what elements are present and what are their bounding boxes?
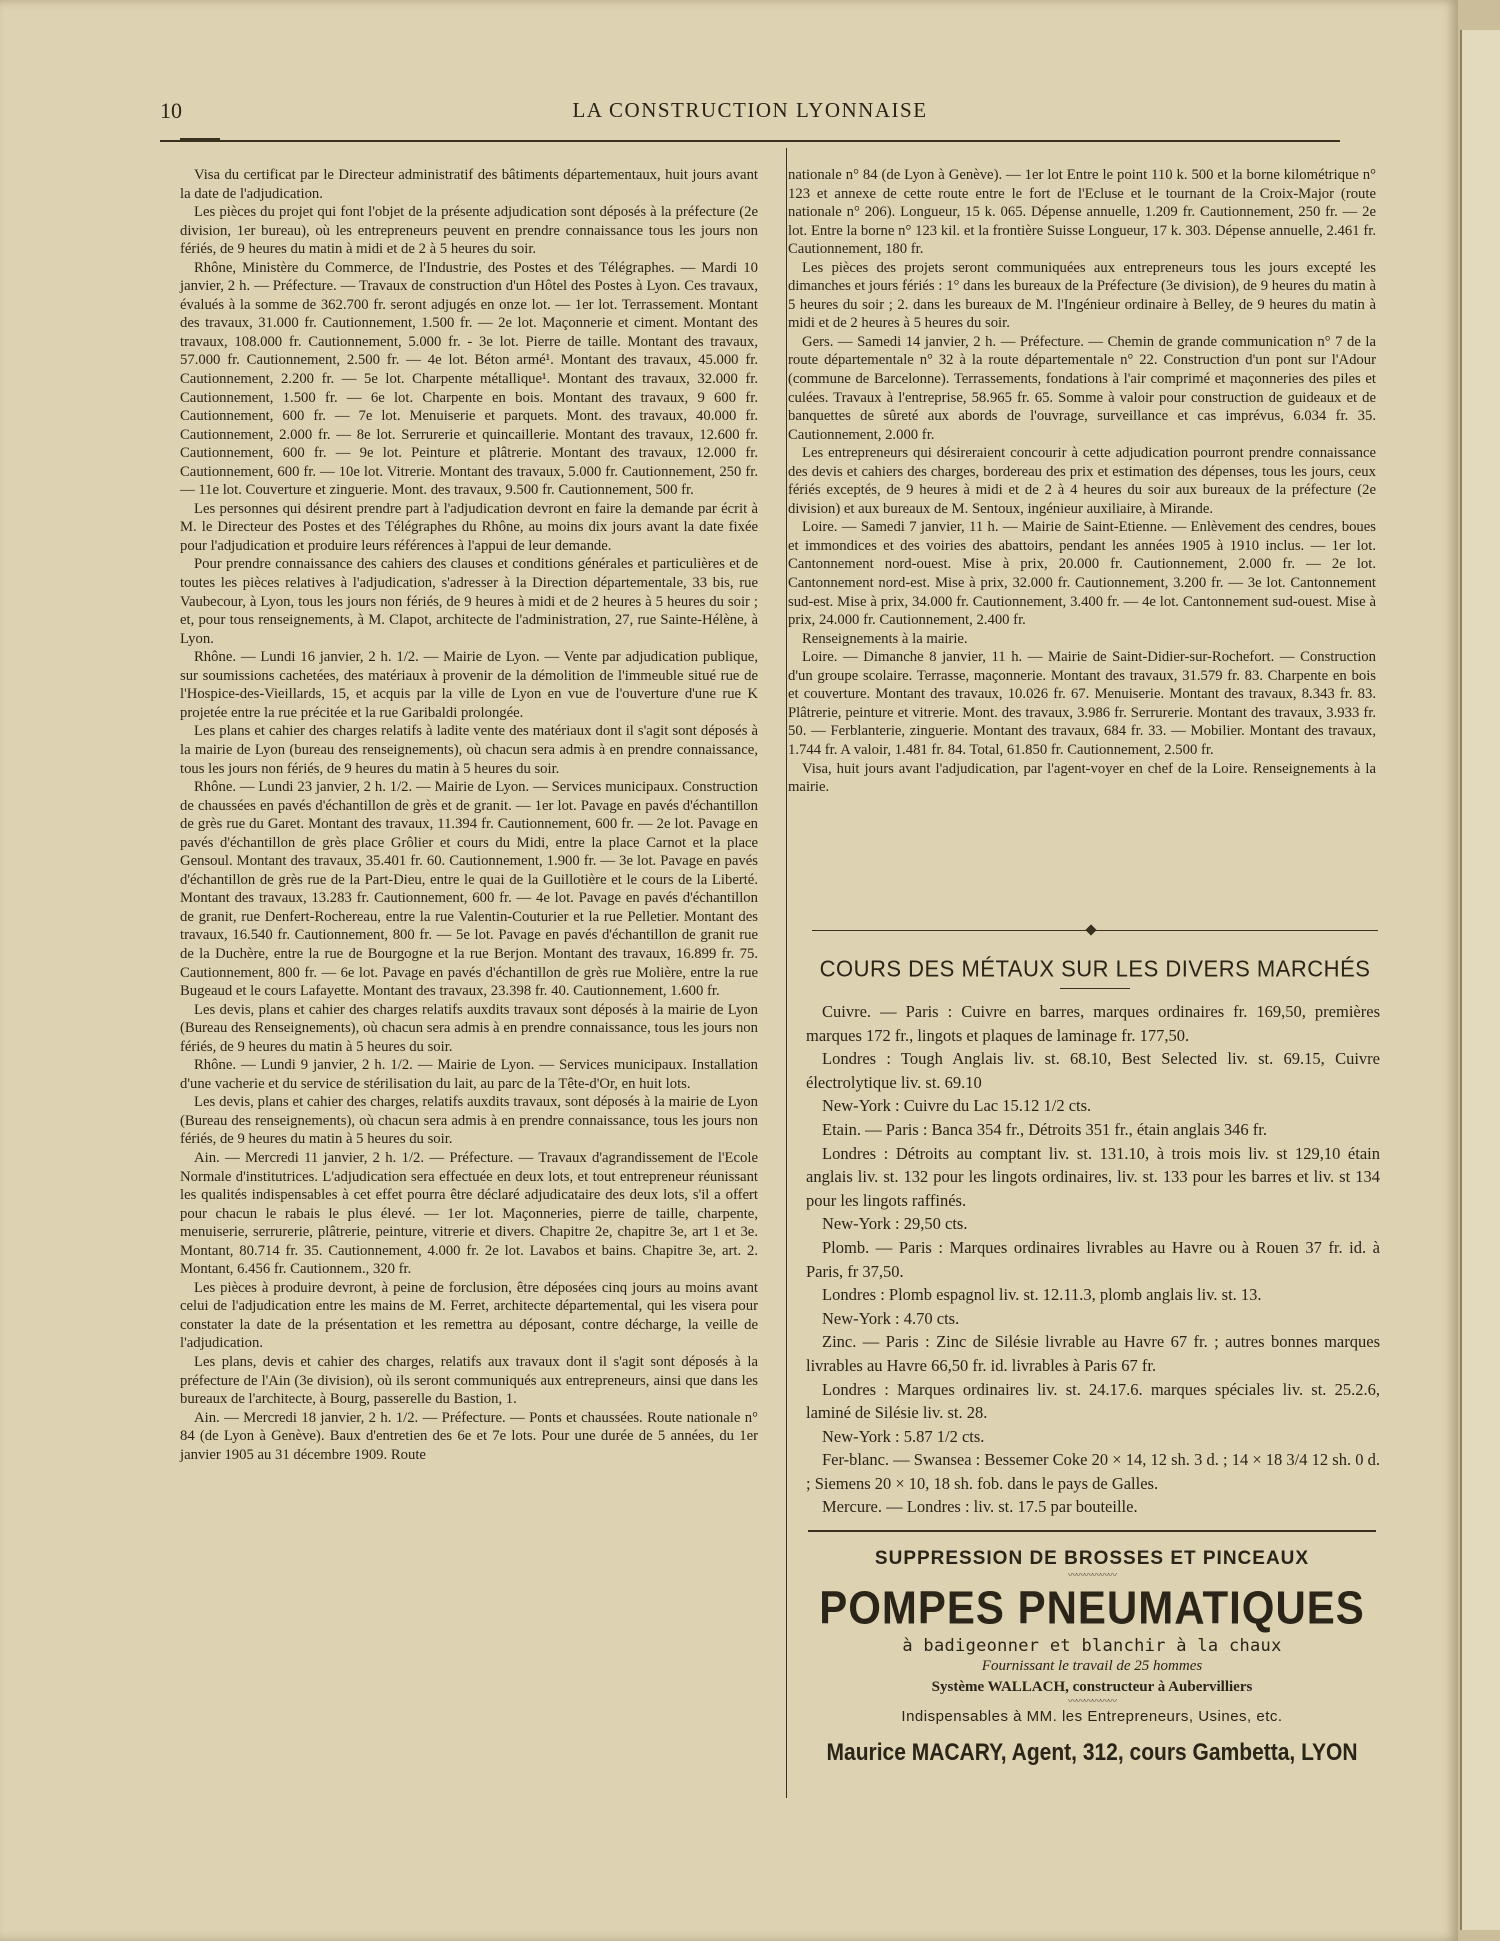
paragraph: Rhône. — Lundi 16 janvier, 2 h. 1/2. — Mairie de Lyon. — Vente par adjudication publique, sur soumissions cachetées, des matériaux à provenir de la démolition de l'immeuble situé rue de l'Hospice-des-Vieillards, 15, et acquis par la ville de Lyon en vue de l'ouverture d'une rue K projetée entre la rue précitée et la rue Garibaldi prolongée. <box>180 649 758 721</box>
ad-agent: Maurice MACARY, Agent, 312, cours Gambetta, LYON <box>826 1739 1358 1766</box>
paragraph: Les pièces du projet qui font l'objet de la présente adjudication sont déposés à la préfecture (2e division, 1er bureau), où les entrepreneurs peuvent en prendre connaissance tous les jours non fériés, de 9 heures du matin à midi et de 2 à 5 heures du soir. <box>180 204 758 258</box>
paragraph: Visa du certificat par le Directeur administratif des bâtiments départementaux, huit jours avant la date de l'adjudication. <box>180 167 758 202</box>
paragraph: Rhône, Ministère du Commerce, de l'Industrie, des Postes et des Télégraphes. — Mardi 10 janvier, 2 h. — Préfecture. — Travaux de construction d'un Hôtel des Postes à Lyon. Ces travaux, évalués à la somme de 362.700 fr. seront adjugés en onze lot. — 1er lot. Terrassement. Montant des travaux, 31.000 fr. Cautionnement, 1.500 fr. — 2e lot. Maçonnerie et ciment. Montant des travaux, 108.000 fr. Cautionnement, 5.000 fr. - 3e lot. Pierre de taille. Montant des travaux, 57.000 fr. Cautionnement, 2.500 fr. — 4e lot. Béton armé¹. Montant des travaux, 45.000 fr. Cautionnement, 2.200 fr. — 5e lot. Charpente métallique¹. Montant des travaux, 32.000 fr. Cautionnement, 1.500 fr. — 6e lot. Charpente en bois. Montant des travaux, 9 600 fr. Cautionnement, 600 fr. — 7e lot. Menuiserie et parquets. Mont. des travaux, 40.000 fr. Cautionnement, 2.000 fr. — 8e lot. Serrurerie et quincaillerie. Montant des travaux, 12.600 fr. Cautionnement, 600 fr. — 9e lot. Peinture et plâtrerie. Montant des travaux, 12.000 fr. Cautionnement, 600 fr. — 10e lot. Vitrerie. Montant des travaux, 5.000 fr. Cautionnement, 250 fr. — 11e lot. Couverture et zinguerie. Mont. des travaux, 9.500 fr. Cautionnement, 500 fr. <box>180 259 758 499</box>
paragraph: Les personnes qui désirent prendre part à l'adjudication devront en faire la demande par écrit à M. le Directeur des Postes et des Télégraphes du Rhône, au moins dix jours avant la date fixée pour l'adjudication et produire leurs références à l'appui de leur demande. <box>180 500 758 554</box>
ad-manufacturer: Système WALLACH, constructeur à Aubervilliers <box>931 1679 1253 1695</box>
paragraph: Les entrepreneurs qui désireraient concourir à cette adjudication pourront prendre connaissance des devis et cahiers des charges, bordereau des prix et estimation des dépenses, tous les jours, ceux fériés exceptés, de 9 heures à midi et de 2 à 4 heures du soir aux bureaux de la préfecture (2e division) et aux bureaux de M. Sentoux, ingénieur auxiliaire, à Mirande. <box>788 445 1376 517</box>
price-line: Fer-blanc. — Swansea : Bessemer Coke 20 × 14, 12 sh. 3 d. ; 14 × 18 3/4 12 sh. 0 d. ; Siemens 20 × 10, 18 sh. fob. dans le pays de Galles. <box>806 1450 1380 1493</box>
price-line: Londres : Marques ordinaires liv. st. 24.17.6. marques spéciales liv. st. 25.2.6, laminé de Silésie liv. st. 28. <box>806 1379 1380 1423</box>
paragraph: Ain. — Mercredi 18 janvier, 2 h. 1/2. — Préfecture. — Ponts et chaussées. Route nationale n° 84 (de Lyon à Genève). Baux d'entretien des 6e et 7e lots. Pour une durée de 5 années, du 1er janvier 1905 au 31 décembre 1909. Route <box>180 1409 758 1463</box>
paragraph: Loire. — Dimanche 8 janvier, 11 h. — Mairie de Saint-Didier-sur-Rochefort. — Construction d'un groupe scolaire. Terrasse, maçonnerie. Montant des travaux, 31.579 fr. 83. Charpente en bois et couverture. Montant des travaux, 10.026 fr. 67. Menuiserie. Montant des travaux, 8.343 fr. 83. Plâtrerie, peinture et vitrerie. Mont. des travaux, 3.986 fr. Serrurerie. Montant des travaux, 3.933 fr. 50. — Ferblanterie, zinguerie. Montant des travaux, 684 fr. 33. — Mobilier. Montant des travaux, 1.744 fr. A valoir, 1.481 fr. 84. Total, 61.850 fr. Cautionnement, 2.500 fr. <box>788 649 1376 758</box>
ad-ornament: 〰〰〰〰〰〰 <box>1067 1570 1116 1580</box>
advertisement-rule <box>808 1530 1376 1532</box>
paragraph: Pour prendre connaissance des cahiers des clauses et conditions générales et particulières et de toutes les pièces relatives à l'adjudication, s'adresser à la Direction départementale, 33 bis, rue Vaubecour, à Lyon, tous les jours non fériés, de 9 heures à midi et de 2 heures à 5 heures du soir ; et, pour tous renseignements, à M. Clapot, architecte de l'administration, 27, rue Sainte-Hélène, à Lyon. <box>180 556 758 647</box>
title-underline <box>1060 988 1130 989</box>
advertisement <box>808 1548 1376 1765</box>
paragraph: Loire. — Samedi 7 janvier, 11 h. — Mairie de Saint-Etienne. — Enlèvement des cendres, boues et immondices et des voiries des abattoirs, pendant les années 1905 à 1910 inclus. — 1er lot. Cantonnement nord-ouest. Mise à prix, 20.000 fr. Cautionnement, 2.000 fr. — 2e lot. Cantonnement nord-est. Mise à prix, 32.000 fr. Cautionnement, 3.200 fr. — 3e lot. Cantonnement sud-est. Mise à prix, 34.000 fr. Cautionnement, 3.400 fr. — 4e lot. Cantonnement sud-ouest. Mise à prix, 24.000 fr. Cautionnement, 2.400 fr. <box>788 519 1376 629</box>
ad-ornament: 〰〰〰〰〰〰 <box>1067 1696 1116 1706</box>
ad-product-name: POMPES PNEUMATIQUES <box>819 1581 1365 1634</box>
paragraph: Rhône. — Lundi 9 janvier, 2 h. 1/2. — Mairie de Lyon. — Services municipaux. Installation d'une vacherie et du service de stérilisation du lait, au parc de la Tête-d'Or, en huit lots. <box>180 1057 758 1092</box>
page-number: 10 <box>160 98 182 123</box>
price-line: Zinc. — Paris : Zinc de Silésie livrable au Havre 67 fr. ; autres bonnes marques livrables au Havre 66,50 fr. id. livrables à Paris 67 fr. <box>806 1332 1380 1375</box>
paragraph: Les plans et cahier des charges relatifs à ladite vente des matériaux dont il s'agit sont déposés à la mairie de Lyon (bureau des renseignements), où chacun sera admis à en prendre connaissance, tous les jours non fériés, de 9 heures du matin à 5 heures du soir. <box>180 723 758 777</box>
paragraph: Gers. — Samedi 14 janvier, 2 h. — Préfecture. — Chemin de grande communication n° 7 de la route départementale n° 32 à la route départementale n° 22. Construction d'un pont sur l'Adour (commune de Barcelonne). Terrassements, fondations à l'air comprimé et maçonneries des piles et culées. Travaux à l'entreprise, 58.965 fr. 65. Somme à valoir pour construction de guideaux et de banquettes de sûreté aux abords de l'ouvrage, surveillance et cas imprévus, 6.034 fr. 35. Cautionnement, 2.000 fr. <box>788 333 1376 443</box>
ornamental-rule <box>812 930 1378 931</box>
paragraph: Renseignements à la mairie. <box>802 630 968 647</box>
left-column <box>180 166 758 1464</box>
price-line: New-York : 5.87 1/2 cts. <box>822 1426 985 1446</box>
paragraph: Ain. — Mercredi 11 janvier, 2 h. 1/2. — Préfecture. — Travaux d'agrandissement de l'Ecole Normale d'institutrices. L'adjudication sera effectuée en deux lots, et tout entrepreneur réunissant les qualités indispensables à cet effet pourra être déclaré adjudicataire des deux lots, s'il a offert pour chacun le rabais le plus élevé. — 1er lot. Maçonneries, pierre de taille, charpente, menuiserie, serrurerie, plâtrerie, peinture, vitrerie et divers. Chapitre 2e, chapitre 3e, art 1 et 3e. Montant, 80.714 fr. 35. Cautionnement, 4.000 fr. 2e lot. Lavabos et bains. Chapitre 3e, art. 2. Montant, 6.456 fr. Cautionnem., 320 fr. <box>180 1149 758 1278</box>
metaux-section-title: COURS DES MÉTAUX SUR LES DIVERS MARCHÉS <box>819 955 1371 982</box>
paragraph: Les devis, plans et cahier des charges relatifs auxdits travaux sont déposés à la mairie de Lyon (Bureau des Renseignements), où chacun sera admis à en prendre connaissance, tous les jours non fériés, de 9 heures du matin à 5 heures du soir. <box>180 1001 758 1055</box>
price-line: Londres : Plomb espagnol liv. st. 12.11.3, plomb anglais liv. st. 13. <box>822 1285 1262 1305</box>
paragraph: Les pièces à produire devront, à peine de forclusion, être déposées cinq jours au moins avant celui de l'adjudication entre les mains de M. Ferret, architecte départemental, qui les visera pour constater la date de la présentation et les remettra au déposant, contre décharge, la veille de l'adjudication. <box>180 1279 758 1352</box>
ad-product-use: à badigeonner et blanchir à la chaux <box>902 1636 1282 1656</box>
paragraph: Les pièces des projets seront communiquées aux entrepreneurs tous les jours excepté les dimanches et jours fériés : 1° dans les bureaux de la Préfecture (3e division), de 9 heures du matin à 5 heures du soir ; 2. dans les bureaux de M. l'Ingénieur ordinaire à Belley, de 9 heures du matin à midi et de 2 heures à 5 heures du soir. <box>788 259 1376 332</box>
paragraph: Rhône. — Lundi 23 janvier, 2 h. 1/2. — Mairie de Lyon. — Services municipaux. Construction de chaussées en pavés d'échantillon de grès et de granit. — 1er lot. Pavage en pavés d'échantillon de grès rue du Garet. Montant des travaux, 11.394 fr. Cautionnement, 600 fr. — 2e lot. Pavage en pavés d'échantillon de grès place Grôlier et cours du Midi, entre la place Carnot et la place Gensoul. Montant des travaux, 35.401 fr. 60. Cautionnement, 1.900 fr. — 3e lot. Pavage en pavés d'échantillon de grès rue de la Part-Dieu, entre le quai de la Guillotière et le cours de la Liberté. Montant des travaux, 13.283 fr. Cautionnement, 600 fr. — 4e lot. Pavage en pavés d'échantillon de granit, rue Denfert-Rochereau, entre la rue Valentin-Couturier et la rue Pelletier. Montant des travaux, 16.540 fr. Cautionnement, 800 fr. — 5e lot. Pavage en pavés d'échantillon de granit rue de la Duchère, entre la rue de Bourgogne et la rue Berjon. Montant des travaux, 16.899 fr. 75. Cautionnement, 800 fr. — 6e lot. Pavage en pavés d'échantillon de grès rue Molière, entre la rue Bugeaud et le cours Lafayette. Montant des travaux, 23.398 fr. 40. Cautionnement, 1.600 fr. <box>180 779 758 1000</box>
price-line: New-York : 29,50 cts. <box>822 1214 968 1234</box>
ad-audience: Indispensables à MM. les Entrepreneurs, Usines, etc. <box>901 1708 1283 1725</box>
page-header <box>160 98 1340 126</box>
column-divider <box>786 148 787 1798</box>
price-line: New-York : Cuivre du Lac 15.12 1/2 cts. <box>822 1096 1092 1116</box>
price-line: Londres : Tough Anglais liv. st. 68.10, Best Selected liv. st. 69.15, Cuivre électrolytique liv. st. 69.10 <box>806 1049 1380 1092</box>
price-line: Londres : Détroits au comptant liv. st. 131.10, à trois mois liv. st 129,10 étain anglais liv. st. 132 pour les lingots ordinaires, liv. st. 133 pour les barres et liv. st 134 pour les lingots raffinés. <box>806 1143 1380 1210</box>
running-title: LA CONSTRUCTION LYONNAISE <box>572 98 928 122</box>
header-rule-accent <box>180 138 220 141</box>
paragraph: nationale n° 84 (de Lyon à Genève). — 1er lot Entre le point 110 k. 500 et la borne kilométrique n° 123 et annexe de cette route entre le fort de l'Ecluse et le tournant de la Croix-Major (route nationale n° 206). Longueur, 15 k. 065. Dépense annuelle, 1.209 fr. Cautionnement, 250 fr. — 2e lot. Entre la borne n° 123 kil. et la frontière Suisse Longueur, 17 k. 303. Dépense annuelle, 2.461 fr. Cautionnement, 180 fr. <box>788 167 1376 258</box>
right-column <box>788 166 1376 797</box>
paragraph: Les plans, devis et cahier des charges, relatifs aux travaux dont il s'agit sont déposés à la préfecture de l'Ain (3e division), où ils seront communiqués aux entrepreneurs, ainsi que dans les bureaux de l'architecte, à Bourg, passerelle du Bastion, 1. <box>180 1354 758 1408</box>
ad-headline: SUPPRESSION DE BROSSES ET PINCEAUX <box>874 1548 1310 1569</box>
price-line: Mercure. — Londres : liv. st. 17.5 par bouteille. <box>822 1497 1138 1517</box>
metal-prices <box>806 1000 1380 1519</box>
paragraph: Visa, huit jours avant l'adjudication, par l'agent-voyer en chef de la Loire. Renseignements à la mairie. <box>788 760 1376 796</box>
price-line: Etain. — Paris : Banca 354 fr., Détroits 351 fr., étain anglais 346 fr. <box>822 1119 1267 1139</box>
next-page-edge <box>1460 30 1500 1930</box>
ad-product-claim: Fournissant le travail de 25 hommes <box>981 1658 1203 1674</box>
header-rule <box>160 140 1340 142</box>
price-line: Plomb. — Paris : Marques ordinaires livrables au Havre ou à Rouen 37 fr. id. à Paris, fr 37,50. <box>806 1237 1380 1281</box>
price-line: Cuivre. — Paris : Cuivre en barres, marques ordinaires fr. 169,50, premières marques 172 fr., lingots et plaques de laminage fr. 177,50. <box>806 1002 1380 1045</box>
price-line: New-York : 4.70 cts. <box>822 1308 960 1328</box>
paragraph: Les devis, plans et cahier des charges, relatifs auxdits travaux, sont déposés à la mairie de Lyon (Bureau des renseignements), où chacun sera admis à en prendre connaissance, tous les jours non fériés, de 9 heures du matin à 5 heures du soir. <box>180 1094 758 1148</box>
